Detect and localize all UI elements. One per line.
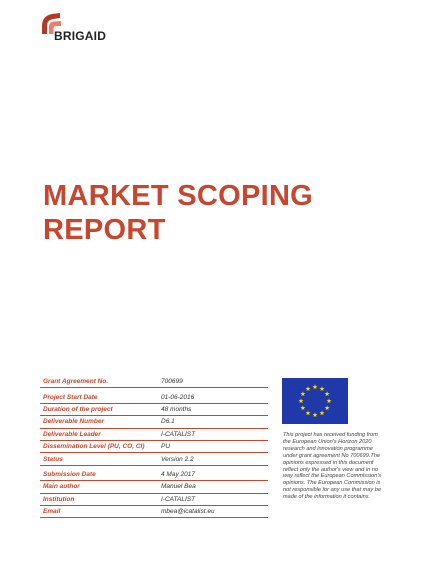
brigaid-logo-text: BRIGAID: [54, 29, 107, 43]
eu-star-icon: [306, 386, 311, 391]
eu-star-icon: [313, 384, 318, 389]
deliverable-number-value: D6.1: [159, 416, 268, 428]
grant-agreement-label: Grant Agreement No.: [40, 376, 159, 388]
table-row: [40, 376, 268, 388]
table-row: [40, 469, 268, 481]
eu-star-icon: [306, 411, 311, 416]
table-row: [40, 428, 268, 440]
email-value[interactable]: mbea@icatalist.eu: [159, 505, 268, 517]
institution-value: I-CATALIST: [159, 493, 268, 505]
eu-star-icon: [320, 411, 325, 416]
eu-flag-icon: [282, 378, 348, 424]
report-title-line-2: REPORT: [43, 214, 166, 246]
project-duration-label: Duration of the project: [40, 403, 159, 415]
grant-agreement-value: 700699: [159, 376, 268, 388]
eu-star-icon: [300, 391, 305, 396]
eu-stars-circle: [282, 378, 348, 424]
eu-star-icon: [325, 405, 330, 410]
dissemination-level-value: PU: [159, 440, 268, 452]
eu-funding-disclaimer: This project has received funding from the European Union's Horizon 2020 research and innovation programme under grant agreement No 700699.The opinions expressed in this document reflect only the author's view and in no way reflect the European Commission's opinions. The European Commission is not responsible for any use that may be made of the information it contains.: [283, 432, 382, 501]
deliverable-leader-label: Deliverable Leader: [40, 428, 159, 440]
table-row: [40, 416, 268, 428]
deliverable-leader-value: I-CATALIST: [159, 428, 268, 440]
table-row: [40, 391, 268, 403]
table-row: [40, 440, 268, 452]
main-author-value: Manuel Bea: [159, 481, 268, 493]
project-start-date-value: 01-06-2016: [159, 391, 268, 403]
table-row: [40, 453, 268, 465]
eu-star-icon: [320, 386, 325, 391]
project-start-date-label: Project Start Date: [40, 391, 159, 403]
table-row: [40, 493, 268, 505]
institution-label: Institution: [40, 493, 159, 505]
eu-star-icon: [325, 391, 330, 396]
status-label: Status: [40, 453, 159, 465]
report-title-line-1: MARKET SCOPING: [43, 180, 314, 212]
deliverable-number-label: Deliverable Number: [40, 416, 159, 428]
submission-date-value: 4 May 2017: [159, 469, 268, 481]
status-value: Version 2.2: [159, 453, 268, 465]
submission-date-label: Submission Date: [40, 469, 159, 481]
email-label: Email: [40, 505, 159, 517]
table-row: [40, 505, 268, 517]
main-author-label: Main author: [40, 481, 159, 493]
report-title: [43, 179, 313, 247]
eu-star-icon: [300, 405, 305, 410]
project-info-table: [40, 376, 268, 518]
eu-star-icon: [327, 398, 332, 403]
table-row: [40, 481, 268, 493]
table-row: [40, 403, 268, 415]
project-duration-value: 48 months: [159, 403, 268, 415]
eu-star-icon: [313, 412, 318, 417]
eu-star-icon: [299, 398, 304, 403]
dissemination-level-label: Dissemination Level (PU, CO, CI): [40, 440, 159, 452]
